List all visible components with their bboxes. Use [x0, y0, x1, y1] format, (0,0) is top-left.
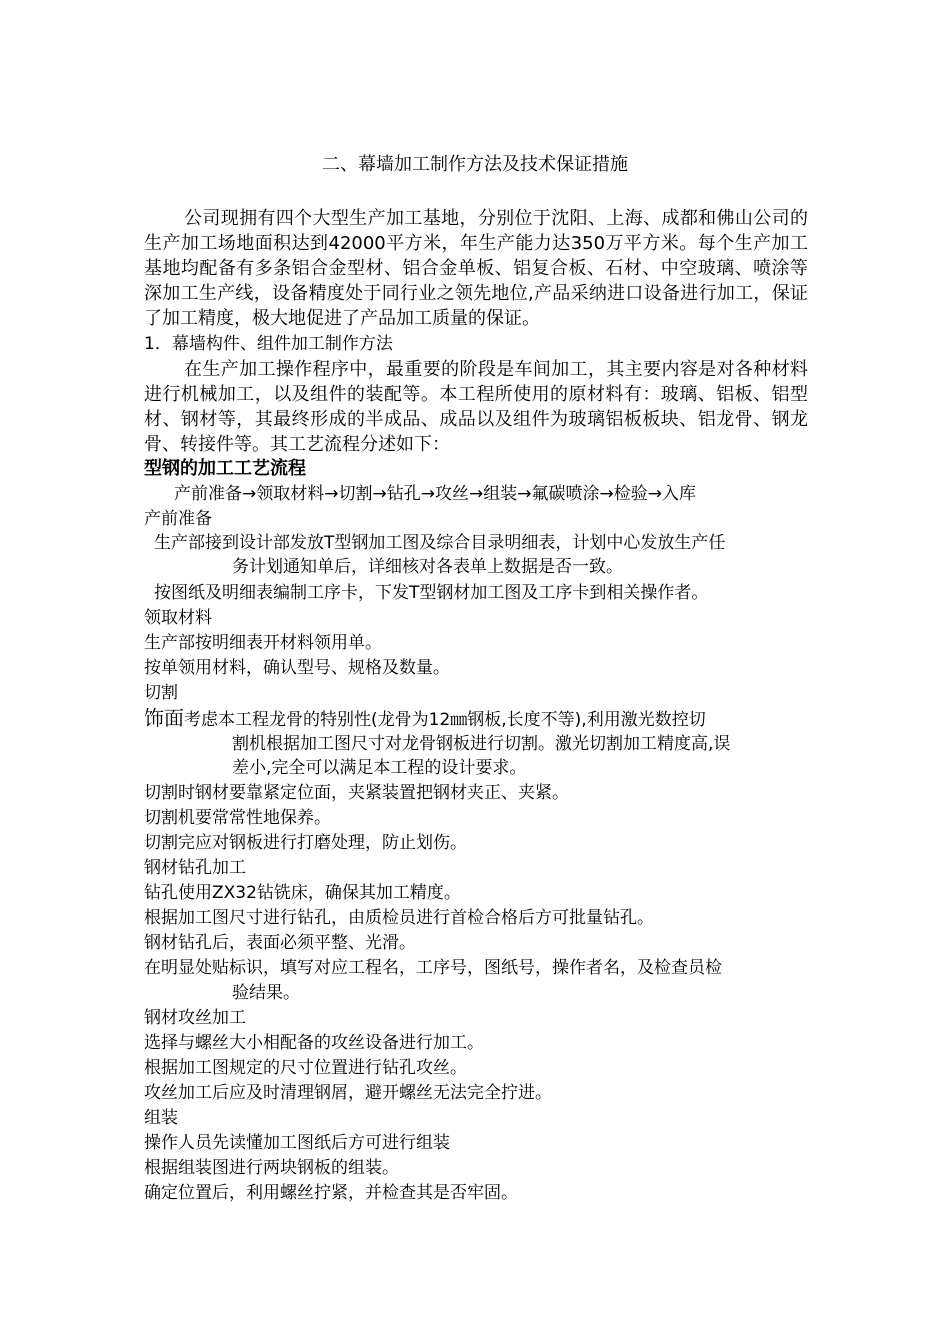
material-item-1: 生产部按明细表开材料领用单。 — [144, 633, 382, 653]
prep-item-1-line1: 生产部接到设计部发放T型钢加工图及综合目录明细表，计划中心发放生产任 — [154, 533, 726, 553]
cut-item-3: 切割机要常常性地保养。 — [144, 808, 331, 828]
step-heading-tap: 钢材攻丝加工 — [144, 1008, 246, 1028]
assembly-item-2: 根据组装图进行两块钢板的组装。 — [144, 1158, 399, 1178]
drill-item-2: 根据加工图尺寸进行钻孔，由质检员进行首检合格后方可批量钻孔。 — [144, 908, 654, 928]
cut-item-1-prefix: 饰面 — [144, 706, 184, 730]
material-item-2: 按单领用材料，确认型号、规格及数量。 — [144, 658, 450, 678]
process-flow: 产前准备→领取材料→切割→钻孔→攻丝→组装→氟碳喷涂→检验→入库 — [174, 484, 696, 504]
step-heading-cut: 切割 — [144, 683, 178, 703]
step-heading-assembly: 组装 — [144, 1108, 178, 1128]
section-paragraph: 在生产加工操作程序中，最重要的阶段是车间加工，其主要内容是对各种材料进行机械加工，以及组件的装配等。本工程所使用的原材料有：玻璃、铝板、铝型材、钢材等，其最终形成的半成品、成品以及组件为玻璃铝板板块、铝龙骨、钢龙骨、转接件等。其工艺流程分述如下： — [144, 359, 808, 455]
cut-item-1-line1 — [144, 706, 706, 732]
cut-item-2: 切割时钢材要靠紧定位面，夹紧装置把钢材夹正、夹紧。 — [144, 783, 569, 803]
prep-item-2: 按图纸及明细表编制工序卡，下发T型钢材加工图及工序卡到相关操作者。 — [154, 583, 709, 603]
tap-item-2: 根据加工图规定的尺寸位置进行钻孔攻丝。 — [144, 1058, 467, 1078]
assembly-item-1: 操作人员先读懂加工图纸后方可进行组装 — [144, 1133, 450, 1153]
cut-item-4: 切割完应对钢板进行打磨处理，防止划伤。 — [144, 833, 467, 853]
step-heading-material: 领取材料 — [144, 608, 212, 628]
cut-item-1-line3: 差小,完全可以满足本工程的设计要求。 — [232, 758, 527, 778]
document-title: 二、幕墙加工制作方法及技术保证措施 — [322, 154, 628, 175]
tap-item-3: 攻丝加工后应及时清理钢屑，避开螺丝无法完全拧进。 — [144, 1083, 552, 1103]
process-title: 型钢的加工工艺流程 — [144, 458, 306, 479]
intro-paragraph: 公司现拥有四个大型生产加工基地，分别位于沈阳、上海、成都和佛山公司的生产加工场地面积达到42000平方米，年生产能力达350万平方米。每个生产加工基地均配备有多条铝合金型材、铝合金单板、铝复合板、石材、中空玻璃、喷涂等深加工生产线，设备精度处于同行业之领先地位,产品采纳进口设备进行加工，保证了加工精度，极大地促进了产品加工质量的保证。 — [144, 208, 808, 329]
drill-item-1: 钻孔使用ZX32钻铣床，确保其加工精度。 — [144, 883, 461, 903]
step-heading-drill: 钢材钻孔加工 — [144, 858, 246, 878]
step-heading-prep: 产前准备 — [144, 509, 212, 529]
drill-item-4-line2: 验结果。 — [232, 983, 300, 1003]
tap-item-1: 选择与螺丝大小相配备的攻丝设备进行加工。 — [144, 1033, 484, 1053]
prep-item-1-line2: 务计划通知单后，详细核对各表单上数据是否一致。 — [232, 557, 623, 577]
section-heading: 1．幕墙构件、组件加工制作方法 — [144, 334, 393, 354]
cut-item-1-line2: 割机根据加工图尺寸对龙骨钢板进行切割。激光切割加工精度高,误 — [232, 734, 731, 754]
drill-item-3: 钢材钻孔后，表面必须平整、光滑。 — [144, 933, 416, 953]
drill-item-4-line1: 在明显处贴标识，填写对应工程名，工序号，图纸号，操作者名，及检查员检 — [144, 958, 722, 978]
assembly-item-3: 确定位置后，利用螺丝拧紧，并检查其是否牢固。 — [144, 1183, 518, 1203]
cut-item-1-text: 考虑本工程龙骨的特别性(龙骨为12㎜钢板,长度不等),利用激光数控切 — [184, 710, 706, 730]
